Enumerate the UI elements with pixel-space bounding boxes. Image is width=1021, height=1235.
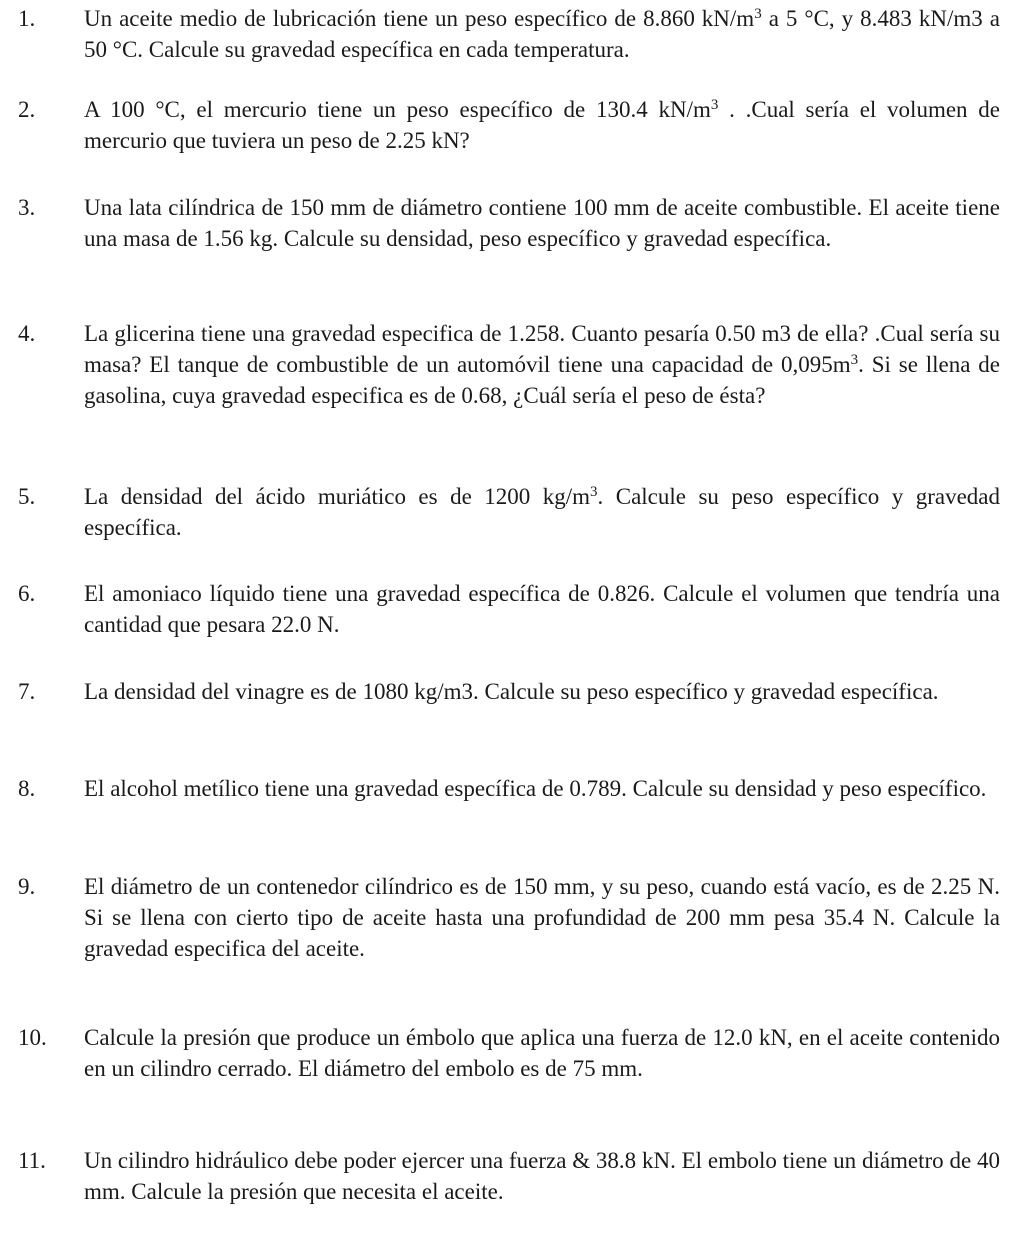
problem-text-segment: Un aceite medio de lubricación tiene un peso específico de 8.860 kN/m: [84, 6, 755, 31]
problem-text-segment: La densidad del ácido muriático es de 1200 kg/m: [84, 484, 591, 509]
problem-number: 6.: [18, 581, 36, 606]
problem-number: 4.: [18, 321, 36, 346]
superscript: 3: [754, 6, 762, 22]
problem-text-segment: . Si se llena de gasolina, cuya gravedad especifica es de 0.68, ¿Cuál sería el peso de ésta?: [84, 352, 1001, 408]
problem-number: 3.: [18, 195, 36, 220]
problem-text: [84, 578, 1000, 640]
problem-text-segment: a 5 °C, y 8.483 kN/m3 a 50 °C. Calcule su gravedad específica en cada temperatura.: [84, 6, 1000, 62]
problem-3: [18, 192, 1000, 254]
problem-number: 2.: [18, 97, 36, 122]
problem-number: 10.: [18, 1025, 47, 1050]
problem-10: [18, 1022, 1000, 1084]
problem-text: [84, 871, 1000, 964]
problem-text: [84, 192, 1000, 254]
problem-text: [84, 773, 1000, 804]
problem-number: 5.: [18, 484, 36, 509]
problem-5: [18, 481, 1000, 543]
problem-text-segment: Calcule la presión que produce un émbolo que aplica una fuerza de 12.0 kN, en el aceite contenido en un cilindro cerrado. El diámetro del embolo es de 75 mm.: [84, 1025, 1000, 1081]
problem-number: 7.: [18, 679, 36, 704]
problem-text-segment: El alcohol metílico tiene una gravedad específica de 0.789. Calcule su densidad y peso específico.: [84, 776, 987, 801]
problem-text: [84, 1022, 1000, 1084]
problem-4: [18, 318, 1000, 411]
problem-text: [84, 318, 1000, 411]
problem-9: [18, 871, 1000, 964]
problem-7: [18, 676, 1000, 707]
problem-text: [84, 94, 1000, 156]
problem-text-segment: El amoniaco líquido tiene una gravedad específica de 0.826. Calcule el volumen que tendría una cantidad que pesara 22.0 N.: [84, 581, 1000, 637]
superscript: 3: [850, 352, 859, 368]
problem-number: 9.: [18, 874, 36, 899]
problem-2: [18, 94, 1000, 156]
problem-text-segment: El diámetro de un contenedor cilíndrico es de 150 mm, y su peso, cuando está vacío, es de 2.25 N. Si se llena con cierto tipo de aceite hasta una profundidad de 200 mm pesa 35.4 N. Calcule la gravedad especifica del aceite.: [84, 874, 1000, 961]
problem-text: [84, 676, 1000, 707]
problem-8: [18, 773, 1000, 804]
problem-number: 11.: [18, 1148, 46, 1173]
problem-text-segment: . Calcule su peso específico y gravedad específica.: [84, 484, 1000, 540]
problem-text: [84, 1145, 1000, 1207]
superscript: 3: [710, 97, 719, 113]
problem-text-segment: A 100 °C, el mercurio tiene un peso específico de 130.4 kN/m: [84, 97, 711, 122]
problem-number: 1.: [18, 6, 36, 31]
problem-text-segment: La glicerina tiene una gravedad especifica de 1.258. Cuanto pesaría 0.50 m3 de ella? .Cual sería su masa? El tanque de combustible de un automóvil tiene una capacidad de 0,095m: [84, 321, 1000, 377]
problem-text-segment: Un cilindro hidráulico debe poder ejercer una fuerza & 38.8 kN. El embolo tiene un diámetro de 40 mm. Calcule la presión que necesita el aceite.: [84, 1148, 1000, 1204]
problem-text-segment: . .Cual sería el volumen de mercurio que tuviera un peso de 2.25 kN?: [84, 97, 1000, 153]
problem-text-segment: Una lata cilíndrica de 150 mm de diámetro contiene 100 mm de aceite combustible. El aceite tiene una masa de 1.56 kg. Calcule su densidad, peso específico y gravedad específica.: [84, 195, 1000, 251]
problem-6: [18, 578, 1000, 640]
problem-11: [18, 1145, 1000, 1207]
problem-number: 8.: [18, 776, 36, 801]
superscript: 3: [590, 484, 598, 500]
problem-text: [84, 3, 1000, 65]
problem-text: [84, 481, 1000, 543]
problem-1: [18, 3, 1000, 65]
problem-text-segment: La densidad del vinagre es de 1080 kg/m3. Calcule su peso específico y gravedad específica.: [84, 679, 939, 704]
